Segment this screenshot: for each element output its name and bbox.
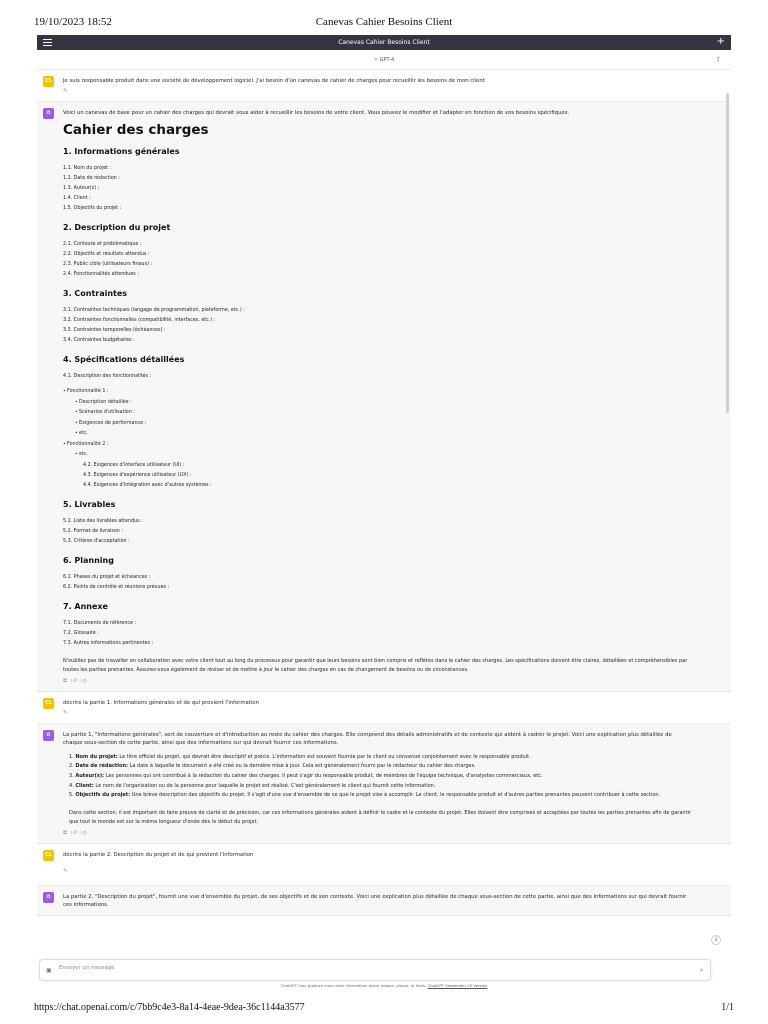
section-heading: 1. Informations générales: [63, 147, 180, 156]
assistant-avatar: ✿: [43, 108, 54, 119]
user-message: [37, 70, 731, 102]
section-heading: 6. Planning: [63, 555, 114, 565]
field-line: 3.3. Contraintes temporelles (échéances) :: [63, 328, 166, 333]
message-text: décrire la partie 1. Informations générales et de qui provient l'information: [63, 699, 259, 706]
field-line: 3.2. Contraintes fonctionnelles (compatibilité, interfaces, etc.) :: [63, 318, 216, 323]
message-input-placeholder: Envoyer un message: [59, 965, 115, 971]
section-heading: 7. Annexe: [63, 601, 108, 611]
section-heading: 3. Contraintes: [63, 289, 128, 298]
field-line: 2.1. Contexte et problématique :: [63, 242, 142, 247]
field-line: 4.3. Exigences d'expérience utilisateur (UX) :: [83, 472, 192, 478]
field-line: 3.1. Contraintes techniques (langage de programmation, plateforme, etc.) :: [63, 308, 245, 313]
list-item: • Scénarios d'utilisation :: [75, 408, 691, 419]
field-line: 1.4. Client :: [63, 196, 91, 201]
list-item: 1. Nom du projet: Le titre officiel du projet, qui devrait être descriptif et précis. L'information est souvent fournie par le client ou convenue conjointement avec le responsable produit.: [69, 753, 531, 760]
list-item: • Description détaillée :: [75, 398, 691, 409]
thumbs-down-icon[interactable]: 👎︎: [80, 830, 87, 837]
list-item: • Fonctionnalité 2 :: [63, 440, 691, 451]
field-line: 6.2. Points de contrôle et réunions prévues :: [63, 584, 170, 590]
section-heading: 2. Description du projet: [63, 223, 171, 232]
document-title: Cahier des charges: [63, 122, 209, 138]
assistant-message: [37, 886, 731, 916]
print-datetime: 19/10/2023 18:52: [34, 16, 112, 28]
message-outro: N'oubliez pas de travailler en collaboration avec votre client tout au long du processus pour garantir que leurs besoins sont bien compris et reflétés dans le cahier des charges. Les spécifications doivent être claires, détaillées et compréhensibles par toutes les parties prenantes. Assurez-vous également de réviser et de mettre à jour le cahier des charges en cas de changement de besoins ou de circonstances.: [63, 657, 688, 673]
list-item: • Exigences de performance :: [75, 419, 691, 430]
detail-list: [69, 753, 691, 802]
print-header: [34, 16, 734, 32]
scroll-down-icon[interactable]: ↓: [711, 935, 721, 945]
message-intro: Voici un canevas de base pour un cahier des charges qui devrait vous aider à recueillir les besoins de votre client. Vous pouvez le modifier et l'adapter en fonction de vos besoins spécifiques.: [63, 110, 570, 116]
field-line: 1.2. Date de rédaction :: [63, 176, 120, 181]
sparkle-icon: ✧: [373, 57, 379, 63]
field-line: 2.4. Fonctionnalités attendues :: [63, 272, 139, 277]
message-intro: La partie 2, "Description du projet", fournit une vue d'ensemble du projet, de ses objectifs et de son contexte. Voici une explication plus détaillée de chaque sous-section de cette partie, ainsi que des informations sur qui devrait fournir ces informations.: [63, 894, 687, 909]
field-line: 6.1. Phases du projet et échéances :: [63, 574, 151, 580]
image-attach-icon[interactable]: ▣: [46, 967, 52, 974]
field-line: 5.1. Liste des livrables attendus :: [63, 518, 143, 524]
message-intro: La partie 1, "Informations générales", sert de couverture et d'introduction au reste du cahier des charges. Elle comprend des détails administratifs et de contexte qui aident à cadrer le projet. Voici une explication plus détaillée de chaque sous-section de cette partie, ainsi que des informations sur qui devrait fournir ces informations.: [63, 731, 672, 746]
field-line: 5.3. Critères d'acceptation :: [63, 538, 130, 544]
message-input[interactable]: [39, 959, 711, 981]
field-line: 3.4. Contraintes budgétaires :: [63, 338, 135, 343]
field-line: 5.2. Format de livraison :: [63, 528, 123, 534]
copy-icon[interactable]: ⧉: [63, 677, 67, 684]
thumbs-up-icon[interactable]: 👍︎: [70, 677, 77, 684]
assistant-avatar: ✿: [43, 892, 54, 903]
assistant-message: [37, 102, 731, 692]
section-heading: 4. Spécifications détaillées: [63, 355, 185, 364]
assistant-avatar: ✿: [43, 730, 54, 741]
list-item: 3. Auteur(s): Les personnes qui ont contribué à la rédaction du cahier des charges. Il peut s'agir du responsable produit, de membres de l'équipe technique, d'analystes commerciaux, etc.: [69, 772, 543, 779]
message-outro: Dans cette section, il est important de faire preuve de clarté et de précision, car ces informations générales aident à définir le cadre et le contexte du projet. Elles doivent être comprises et acceptées par toutes les parties prenantes afin de garantir que tout le monde est sur la même longueur d'onde dès le début du projet.: [69, 810, 691, 826]
edit-icon[interactable]: ✎: [63, 88, 68, 94]
new-chat-button[interactable]: +: [716, 36, 725, 47]
field-line: 7.1. Documents de référence :: [63, 620, 137, 626]
field-line: 2.2. Objectifs et résultats attendus :: [63, 252, 150, 257]
field-line: 1.3. Auteur(s) :: [63, 186, 100, 191]
edit-icon[interactable]: ✎: [63, 868, 68, 875]
field-line: 1.5. Objectifs du projet :: [63, 206, 122, 211]
field-line: 1.1. Nom du projet :: [63, 166, 112, 171]
field-line: 4.2. Exigences d'interface utilisateur (UI) :: [83, 462, 185, 468]
print-url: https://chat.openai.com/c/7bb9c4e3-8a14-4eae-9dea-36c1144a3577: [34, 1002, 305, 1013]
message-text: décrire la partie 2. Description du projet et de qui provient l'information: [63, 852, 254, 859]
model-label: ✧ GPT-4: [373, 57, 395, 63]
disclaimer: ChatGPT may produce inaccurate information about people, places, or facts. ChatGPT September 25 Version: [280, 983, 488, 988]
thumbs-up-icon[interactable]: 👍︎: [70, 830, 77, 837]
field-line: 4.1. Description des fonctionnalités :: [63, 374, 152, 379]
list-item: 4. Client: Le nom de l'organisation ou de la personne pour laquelle le projet est réalisé. C'est généralement le client qui fournit cette information.: [69, 782, 436, 789]
top-bar: [37, 35, 731, 50]
user-message: [37, 692, 731, 724]
list-item: • Fonctionnalité 1 :: [63, 387, 691, 398]
list-item: 2. Date de rédaction: La date à laquelle le document a été créé ou la dernière mise à jour. Cela est généralement fourni par le rédacteur du cahier des charges.: [69, 763, 476, 770]
field-line: 2.3. Public cible (utilisateurs finaux) :: [63, 262, 153, 267]
user-message: [37, 844, 731, 886]
copy-icon[interactable]: ⧉: [63, 830, 67, 837]
list-item: • etc.: [75, 450, 691, 461]
user-avatar: CL: [43, 698, 54, 709]
assistant-message: [37, 724, 731, 845]
field-line: 4.4. Exigences d'intégration avec d'autres systèmes :: [83, 482, 212, 488]
print-footer: [34, 1002, 734, 1016]
message-actions: [63, 677, 691, 685]
thumbs-down-icon[interactable]: 👎︎: [80, 677, 87, 684]
list-item: 5. Objectifs du projet: Une brève description des objectifs du projet. Il s'agit d'une vue d'ensemble de ce que le projet vise à accomplir. Le client, le responsable produit et d'autres parties prenantes peuvent contribuer à cette section.: [69, 792, 661, 799]
scrollbar[interactable]: [726, 93, 729, 413]
edit-icon[interactable]: ✎: [63, 709, 68, 716]
share-icon[interactable]: ⇪: [715, 56, 721, 63]
chat-window: [37, 35, 731, 990]
user-avatar: CL: [43, 850, 54, 861]
send-icon[interactable]: ➤: [698, 967, 704, 974]
field-line: 7.3. Autres informations pertinentes :: [63, 640, 154, 646]
print-page-number: 1/1: [721, 1002, 734, 1013]
message-actions: [63, 829, 691, 837]
list-item: • etc.: [75, 429, 691, 440]
conversation-title: Canevas Cahier Besoins Client: [338, 39, 430, 46]
composer: [37, 955, 731, 990]
model-bar: [37, 50, 731, 70]
section-heading: 5. Livrables: [63, 499, 116, 509]
field-line: 7.2. Glossaire :: [63, 630, 99, 636]
user-avatar: CL: [43, 76, 54, 87]
version-link[interactable]: ChatGPT September 25 Version: [427, 983, 488, 988]
message-text: Je suis responsable produit dans une société de développement logiciel. J'ai besoin d'un canevas de cahier de charges pour recueillir les besoins de mon client: [63, 78, 485, 84]
print-title: Canevas Cahier Besoins Client: [315, 16, 453, 28]
